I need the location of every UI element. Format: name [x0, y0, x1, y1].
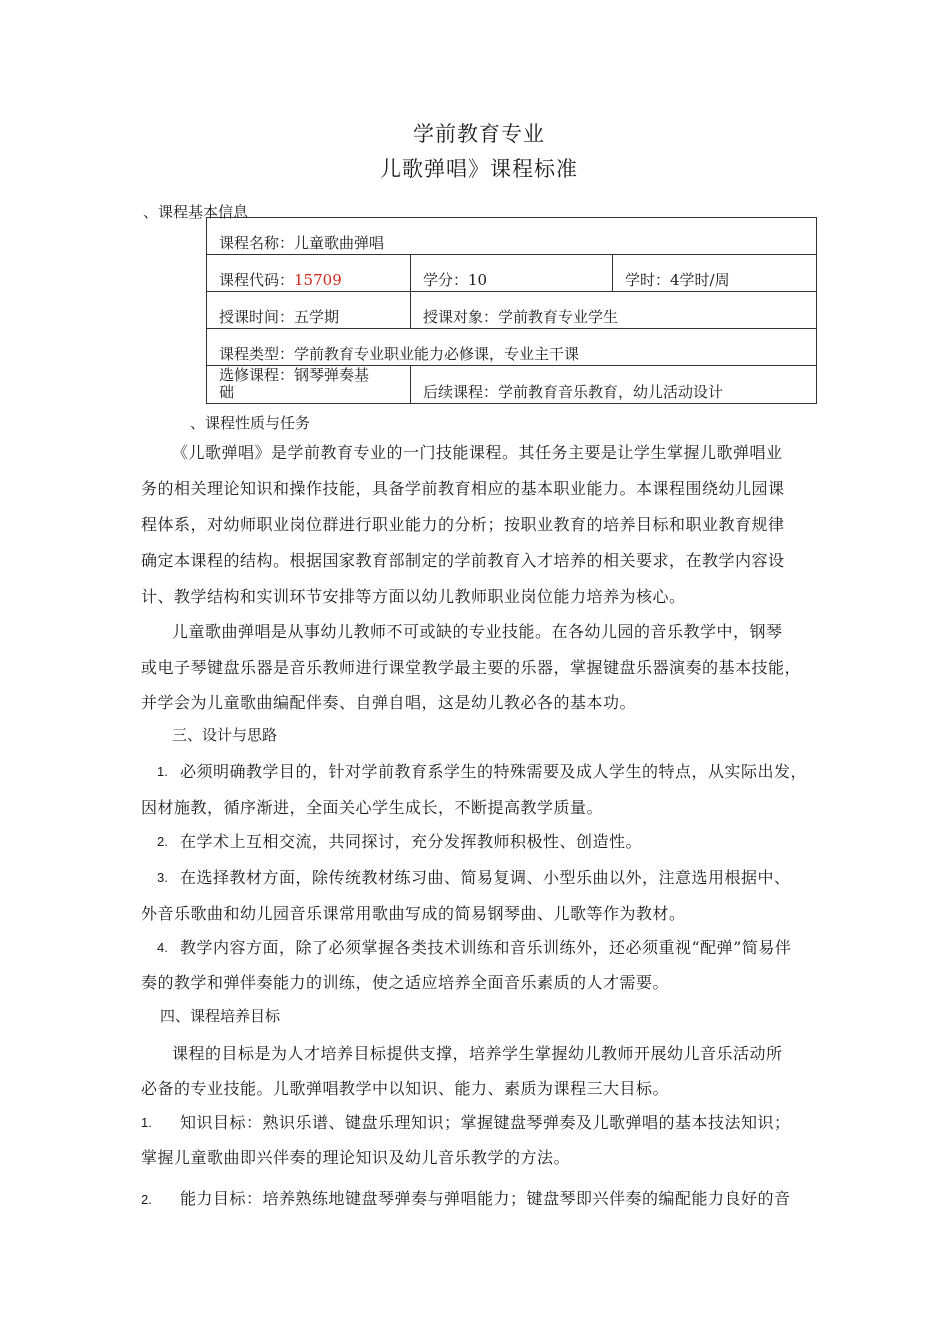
course-code-cell — [207, 255, 411, 292]
course-code-value: 15709 — [294, 271, 342, 289]
course-info-table — [206, 217, 817, 404]
goal-line: 能力目标：培养熟练地键盘琴弹奏与弹唱能力；键盘琴即兴伴奏的编配能力良好的音 — [180, 1189, 791, 1208]
para1-line: 务的相关理论知识和操作技能，具备学前教育相应的基本职业能力。本课程围绕幼儿园课 — [141, 479, 785, 498]
item-number: 3. — [157, 870, 168, 885]
para1-line: 《儿歌弹唱》是学前教育专业的一门技能课程。其任务主要是让学生掌握儿歌弹唱业 — [172, 443, 783, 462]
item-line: 外音乐歌曲和幼儿园音乐课常用歌曲写成的简易钢琴曲、儿歌等作为教材。 — [141, 904, 686, 923]
section-heading-design: 三、设计与思路 — [172, 726, 278, 744]
prereq-cell — [207, 366, 411, 404]
goal-line: 掌握儿童歌曲即兴伴奏的理论知识及幼儿音乐教学的方法。 — [141, 1148, 571, 1167]
hours-cell — [613, 255, 817, 292]
course-name-cell — [207, 218, 817, 255]
type-cell — [207, 329, 817, 366]
section-heading-basic-info: 、课程基本信息 — [143, 203, 249, 221]
time-cell — [207, 292, 411, 329]
target-cell — [411, 292, 817, 329]
item-line: 奏的教学和弹伴奏能力的训练，使之适应培养全面音乐素质的人才需要。 — [141, 973, 670, 992]
item-line: 因材施教，循序渐进，全面关心学生成长，不断提高教学质量。 — [141, 798, 604, 817]
prereq-line1: 选修课程：钢琴弹奏基 — [219, 366, 370, 384]
course-type: 课程类型：学前教育专业职业能力必修课，专业主干课 — [219, 345, 580, 363]
para1-line: 确定本课程的结构。根据国家教育部制定的学前教育入才培养的相关要求，在教学内容设 — [141, 551, 785, 570]
para4-line: 必备的专业技能。儿歌弹唱教学中以知识、能力、素质为课程三大目标。 — [141, 1079, 670, 1098]
hours: 学时：4学时/周 — [625, 271, 730, 289]
teaching-target: 授课对象：学前教育专业学生 — [423, 308, 619, 326]
teaching-time: 授课时间：五学期 — [219, 308, 340, 326]
credit-cell — [411, 255, 613, 292]
section-heading-goals: 四、课程培养目标 — [160, 1007, 281, 1025]
item-number: 1. — [157, 764, 168, 779]
item-line: 教学内容方面，除了必须掌握各类技术训练和音乐训练外，还必须重视“配弹”简易伴 — [180, 938, 792, 957]
para2-line: 或电子琴键盘乐器是音乐教师进行课堂教学最主要的乐器，掌握键盘乐器演奏的基本技能， — [141, 658, 802, 677]
para1-line: 程体系，对幼师职业岗位群进行职业能力的分析；按职业教育的培养目标和职业教育规律 — [141, 515, 785, 534]
item-number: 2. — [157, 834, 168, 849]
course-code-label: 课程代码： — [219, 271, 295, 289]
item-line: 在选择教材方面，除传统教材练习曲、简易复调、小型乐曲以外，注意选用根据中、 — [180, 868, 791, 887]
prereq-line2: 础 — [219, 383, 235, 401]
follow-cell — [411, 366, 817, 404]
credit: 学分：10 — [423, 271, 488, 289]
item-line: 在学术上互相交流，共同探讨，充分发挥教师积极性、创造性。 — [180, 832, 643, 851]
course-name: 课程名称：儿童歌曲弹唱 — [219, 234, 385, 252]
goal-line: 知识目标：熟识乐谱、键盘乐理知识；掌握键盘琴弹奏及儿歌弹唱的基本技法知识； — [180, 1113, 791, 1132]
item-line: 必须明确教学目的，针对学前教育系学生的特殊需要及成人学生的特点，从实际出发， — [180, 762, 808, 781]
para2-line: 儿童歌曲弹唱是从事幼儿教师不可或缺的专业技能。在各幼儿园的音乐教学中，钢琴 — [172, 622, 783, 641]
document-subtitle: 儿歌弹唱》课程标准 — [380, 157, 578, 181]
follow-course: 后续课程：学前教育音乐教育，幼儿活动设计 — [423, 383, 724, 401]
para2-line: 并学会为儿童歌曲编配伴奏、自弹自唱，这是幼儿教必各的基本功。 — [141, 693, 637, 712]
document-title: 学前教育专业 — [413, 122, 545, 146]
item-number: 4. — [157, 940, 168, 955]
section-heading-nature: 、课程性质与任务 — [190, 414, 311, 432]
para4-line: 课程的目标是为人才培养目标提供支撑，培养学生掌握幼儿教师开展幼儿音乐活动所 — [172, 1044, 783, 1063]
para1-line: 计、教学结构和实训环节安排等方面以幼儿教师职业岗位能力培养为核心。 — [141, 587, 686, 606]
goal-number: 2. — [141, 1192, 152, 1207]
goal-number: 1. — [141, 1115, 152, 1130]
